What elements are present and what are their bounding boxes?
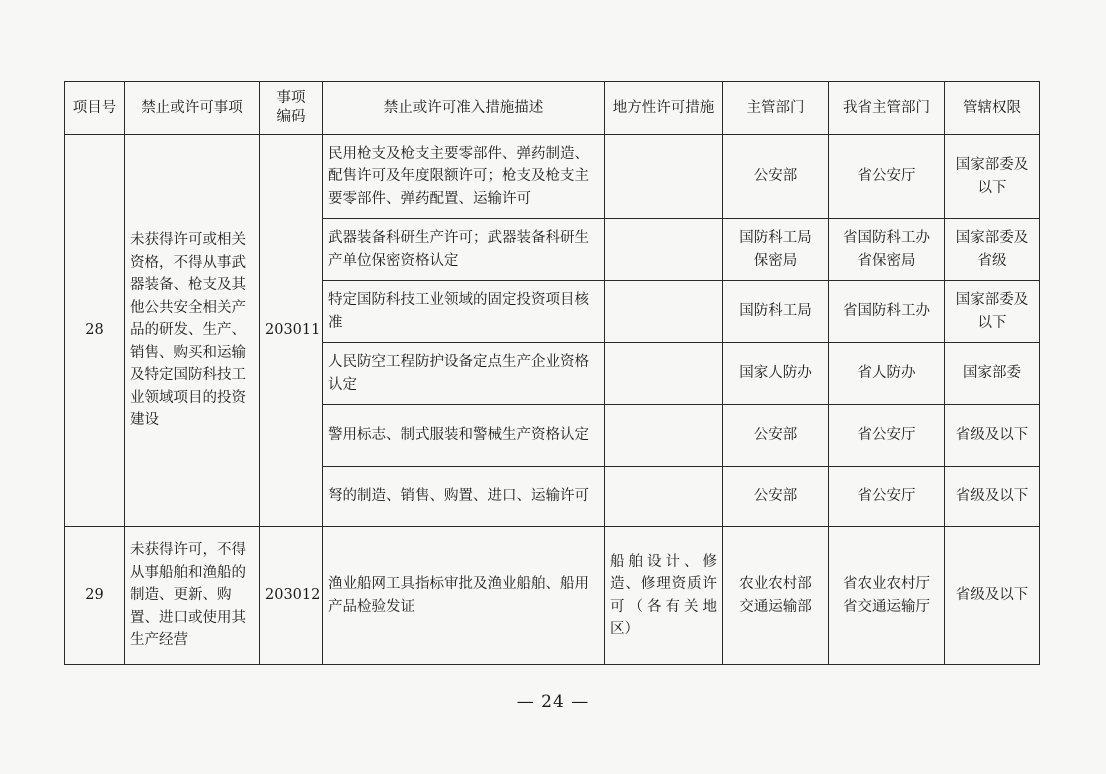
local-cell xyxy=(605,135,723,219)
prov-dept-cell xyxy=(829,527,945,665)
item-no-cell: 28 xyxy=(65,135,125,527)
measure-cell: 弩的制造、销售、购置、进口、运输许可 xyxy=(323,467,605,527)
dept-line: 公安部 xyxy=(753,168,798,185)
dept-line: 保密局 xyxy=(753,252,798,269)
jurisdiction-line: 以下 xyxy=(977,179,1007,196)
measure-cell: 警用标志、制式服装和警械生产资格认定 xyxy=(323,405,605,467)
jurisdiction-line: 国家部委 xyxy=(963,365,1021,382)
prov-dept-cell xyxy=(829,343,945,405)
header-local: 地方性许可措施 xyxy=(605,82,723,135)
local-cell xyxy=(605,467,723,527)
local-cell xyxy=(605,405,723,467)
jurisdiction-line: 国家部委及 xyxy=(955,157,1029,174)
jurisdiction-cell xyxy=(945,219,1040,281)
local-cell xyxy=(605,343,723,405)
jurisdiction-line: 省级及以下 xyxy=(955,587,1029,604)
prov-dept-cell xyxy=(829,135,945,219)
dept-line: 交通运输部 xyxy=(739,598,812,615)
measure-cell: 渔业船网工具指标审批及渔业船舶、船用产品检验发证 xyxy=(323,527,605,665)
dept-line: 国防科工局 xyxy=(739,230,812,247)
dept-cell xyxy=(723,219,829,281)
admission-measures-table xyxy=(64,81,1040,665)
dept-cell xyxy=(723,405,829,467)
header-item-no: 项目号 xyxy=(65,82,125,135)
prov-dept-line: 省公安厅 xyxy=(857,488,916,505)
local-cell xyxy=(605,281,723,343)
measure-cell: 人民防空工程防护设备定点生产企业资格认定 xyxy=(323,343,605,405)
matter-cell: 未获得许可或相关资格，不得从事武器装备、枪支及其他公共安全相关产品的研发、生产、销售、购买和运输及特定国防科技工业领域项目的投资建设 xyxy=(125,135,260,527)
dept-cell xyxy=(723,343,829,405)
jurisdiction-cell xyxy=(945,527,1040,665)
measure-cell: 武器装备科研生产许可；武器装备科研生产单位保密资格认定 xyxy=(323,219,605,281)
dept-line: 国家人防办 xyxy=(739,365,812,382)
dept-cell xyxy=(723,281,829,343)
prov-dept-cell xyxy=(829,405,945,467)
table-row xyxy=(65,135,1040,219)
jurisdiction-line: 省级 xyxy=(977,252,1007,269)
prov-dept-line: 省公安厅 xyxy=(857,168,916,185)
jurisdiction-line: 国家部委及 xyxy=(955,292,1029,309)
prov-dept-line: 省交通运输厅 xyxy=(843,598,930,615)
code-cell: 203012 xyxy=(260,527,323,665)
dept-line: 农业农村部 xyxy=(739,576,812,593)
jurisdiction-cell xyxy=(945,405,1040,467)
header-measure: 禁止或许可准入措施描述 xyxy=(323,82,605,135)
header-code xyxy=(260,82,323,135)
prov-dept-line: 省国防科工办 xyxy=(843,230,930,247)
measure-cell: 民用枪支及枪支主要零部件、弹药制造、配售许可及年度限额许可；枪支及枪支主要零部件、弹药配置、运输许可 xyxy=(323,135,605,219)
prov-dept-line: 省公安厅 xyxy=(857,427,916,444)
header-dept: 主管部门 xyxy=(723,82,829,135)
prov-dept-line: 省国防科工办 xyxy=(843,303,930,320)
header-code-line1: 事项 xyxy=(276,90,306,107)
prov-dept-cell xyxy=(829,219,945,281)
local-cell: 船舶设计、修造、修理资质许可（各有关地区） xyxy=(605,527,723,665)
dept-line: 公安部 xyxy=(753,488,798,505)
header-prov-dept: 我省主管部门 xyxy=(829,82,945,135)
jurisdiction-cell xyxy=(945,467,1040,527)
page-number: — 24 — xyxy=(516,692,590,712)
code-cell: 203011 xyxy=(260,135,323,527)
dept-cell xyxy=(723,135,829,219)
prov-dept-cell xyxy=(829,281,945,343)
matter-cell: 未获得许可，不得从事船舶和渔船的制造、更新、购置、进口或使用其生产经营 xyxy=(125,527,260,665)
jurisdiction-line: 国家部委及 xyxy=(955,230,1029,247)
jurisdiction-line: 省级及以下 xyxy=(955,488,1029,505)
prov-dept-line: 省保密局 xyxy=(857,252,916,269)
header-matter: 禁止或许可事项 xyxy=(125,82,260,135)
jurisdiction-line: 以下 xyxy=(977,314,1007,331)
dept-line: 国防科工局 xyxy=(739,303,812,320)
jurisdiction-cell xyxy=(945,135,1040,219)
header-row xyxy=(65,82,1040,135)
prov-dept-cell xyxy=(829,467,945,527)
prov-dept-line: 省农业农村厅 xyxy=(843,576,930,593)
table-row xyxy=(65,527,1040,665)
local-cell xyxy=(605,219,723,281)
item-no-cell: 29 xyxy=(65,527,125,665)
dept-line: 公安部 xyxy=(753,427,798,444)
header-code-line2: 编码 xyxy=(276,109,306,125)
measure-cell: 特定国防科技工业领域的固定投资项目核准 xyxy=(323,281,605,343)
jurisdiction-line: 省级及以下 xyxy=(955,427,1029,444)
dept-cell xyxy=(723,467,829,527)
prov-dept-line: 省人防办 xyxy=(857,365,916,382)
jurisdiction-cell xyxy=(945,281,1040,343)
jurisdiction-cell xyxy=(945,343,1040,405)
header-jurisdiction: 管辖权限 xyxy=(945,82,1040,135)
dept-cell xyxy=(723,527,829,665)
